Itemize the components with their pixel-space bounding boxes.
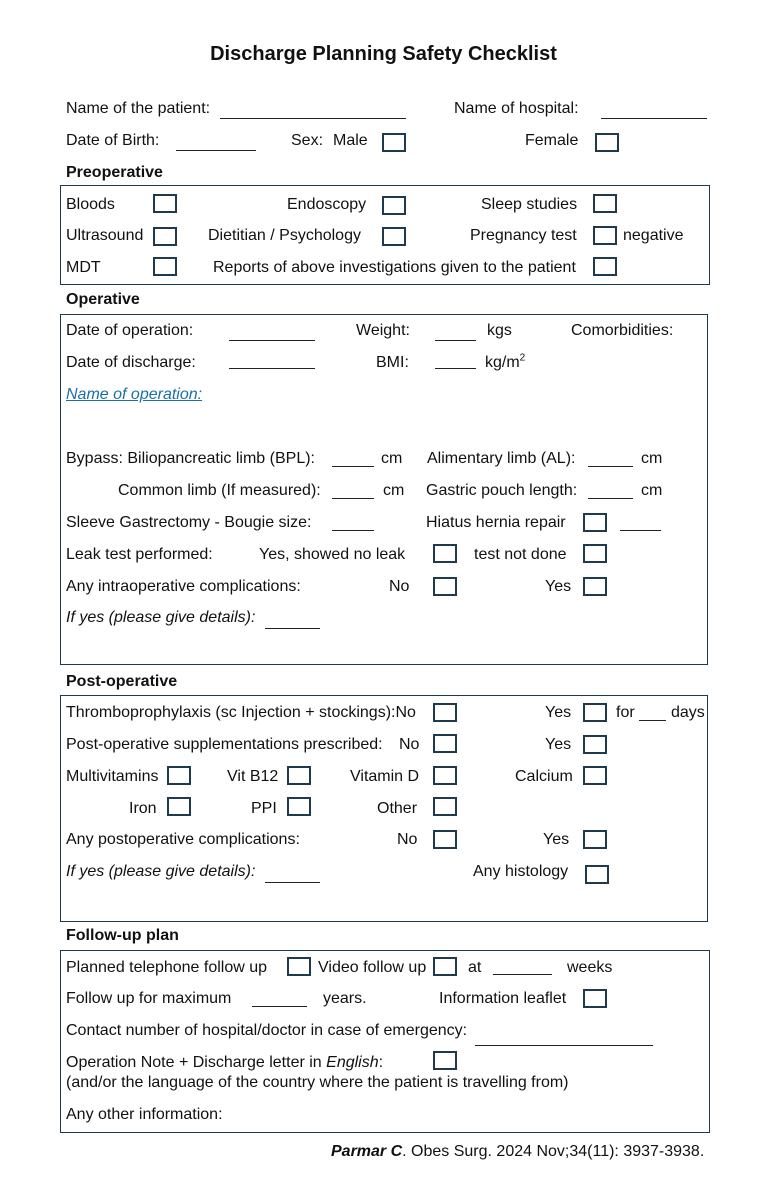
leak-notdone-label: test not done <box>474 546 567 563</box>
leak-test-label: Leak test performed: <box>66 546 213 563</box>
postop-details-label: If yes (please give details): <box>66 863 256 880</box>
date-of-discharge-label: Date of discharge: <box>66 354 196 371</box>
date-of-operation-field[interactable] <box>229 340 315 341</box>
weeks-field[interactable] <box>493 974 552 975</box>
supp-yes-checkbox[interactable] <box>583 735 607 754</box>
bpl-label: Bypass: Biliopancreatic limb (BPL): <box>66 450 315 467</box>
ultrasound-checkbox[interactable] <box>153 227 177 246</box>
multivitamins-checkbox[interactable] <box>167 766 191 785</box>
dob-field[interactable] <box>176 150 256 151</box>
leaflet-label: Information leaflet <box>439 990 567 1007</box>
endoscopy-checkbox[interactable] <box>382 196 406 215</box>
preoperative-heading: Preoperative <box>66 164 163 181</box>
intraop-details-label: If yes (please give details): <box>66 609 256 626</box>
bpl-unit: cm <box>381 450 403 467</box>
for-label: for <box>616 704 635 721</box>
reports-label: Reports of above investigations given to the patient <box>213 259 576 276</box>
sleep-studies-label: Sleep studies <box>481 196 578 213</box>
sleeve-label: Sleeve Gastrectomy - Bougie size: <box>66 514 312 531</box>
dob-label: Date of Birth: <box>66 132 160 149</box>
female-checkbox[interactable] <box>595 133 619 152</box>
operative-heading: Operative <box>66 291 140 308</box>
page-title: Discharge Planning Safety Checklist <box>210 43 557 65</box>
hiatus-checkbox[interactable] <box>583 513 607 532</box>
contact-label: Contact number of hospital/doctor in case of emergency: <box>66 1022 468 1039</box>
postop-no-checkbox[interactable] <box>433 830 457 849</box>
postop-details-field[interactable] <box>265 882 320 883</box>
sleep-studies-checkbox[interactable] <box>593 194 617 213</box>
telephone-checkbox[interactable] <box>287 957 311 976</box>
vitamin-d-checkbox[interactable] <box>433 766 457 785</box>
postop-no-label: No <box>397 831 418 848</box>
patient-name-field[interactable] <box>220 118 406 119</box>
pouch-field[interactable] <box>588 498 633 499</box>
postoperative-heading: Post-operative <box>66 673 178 690</box>
pouch-unit: cm <box>641 482 663 499</box>
common-limb-field[interactable] <box>332 498 374 499</box>
followup-maximum-label: Follow up for maximum <box>66 990 232 1007</box>
mdt-label: MDT <box>66 259 101 276</box>
female-label: Female <box>525 132 579 149</box>
male-label: Male <box>333 132 368 149</box>
comorbidities-label: Comorbidities: <box>571 322 674 339</box>
male-checkbox[interactable] <box>382 133 406 152</box>
leak-notdone-checkbox[interactable] <box>583 544 607 563</box>
hiatus-label: Hiatus hernia repair <box>426 514 566 531</box>
intraop-details-field[interactable] <box>265 628 320 629</box>
multivitamins-label: Multivitamins <box>66 768 159 785</box>
thrombo-yes-label: Yes <box>545 704 572 721</box>
intraop-no-label: No <box>389 578 410 595</box>
intraop-no-checkbox[interactable] <box>433 577 457 596</box>
thrombo-yes-checkbox[interactable] <box>583 703 607 722</box>
histology-checkbox[interactable] <box>585 865 609 884</box>
leak-yes-checkbox[interactable] <box>433 544 457 563</box>
ppi-label: PPI <box>251 800 277 817</box>
pregnancy-label: Pregnancy test <box>470 227 577 244</box>
kgs-unit: kgs <box>487 322 512 339</box>
bmi-label: BMI: <box>376 354 409 371</box>
ppi-checkbox[interactable] <box>287 797 311 816</box>
opnote-checkbox[interactable] <box>433 1051 457 1070</box>
ultrasound-label: Ultrasound <box>66 227 144 244</box>
vitb12-checkbox[interactable] <box>287 766 311 785</box>
other-checkbox[interactable] <box>433 797 457 816</box>
followup-heading: Follow-up plan <box>66 927 179 944</box>
vitb12-label: Vit B12 <box>227 768 279 785</box>
mdt-checkbox[interactable] <box>153 257 177 276</box>
postop-comp-label: Any postoperative complications: <box>66 831 300 848</box>
histology-label: Any histology <box>473 863 569 880</box>
opnote-label: Operation Note + Discharge letter in English: <box>66 1054 384 1071</box>
intraop-yes-label: Yes <box>545 578 572 595</box>
other-label: Other <box>377 800 418 817</box>
thrombo-label: Thromboprophylaxis (sc Injection + stockings):No <box>66 704 416 721</box>
postop-yes-label: Yes <box>543 831 570 848</box>
intraop-yes-checkbox[interactable] <box>583 577 607 596</box>
years-field[interactable] <box>252 1006 307 1007</box>
common-limb-unit: cm <box>383 482 405 499</box>
weight-field[interactable] <box>435 340 476 341</box>
supp-yes-label: Yes <box>545 736 572 753</box>
pregnancy-checkbox[interactable] <box>593 226 617 245</box>
endoscopy-label: Endoscopy <box>287 196 367 213</box>
postop-yes-checkbox[interactable] <box>583 830 607 849</box>
video-checkbox[interactable] <box>433 957 457 976</box>
supp-no-checkbox[interactable] <box>433 734 457 753</box>
weeks-label: weeks <box>567 959 613 976</box>
iron-checkbox[interactable] <box>167 797 191 816</box>
calcium-checkbox[interactable] <box>583 766 607 785</box>
name-of-operation-link[interactable]: Name of operation: <box>66 386 203 403</box>
bmi-field[interactable] <box>435 368 476 369</box>
hiatus-field[interactable] <box>620 530 661 531</box>
at-label: at <box>468 959 482 976</box>
vitamin-d-label: Vitamin D <box>350 768 420 785</box>
al-label: Alimentary limb (AL): <box>427 450 576 467</box>
supplementation-label: Post-operative supplementations prescribed: <box>66 736 383 753</box>
thrombo-no-checkbox[interactable] <box>433 703 457 722</box>
reports-checkbox[interactable] <box>593 257 617 276</box>
telephone-label: Planned telephone follow up <box>66 959 268 976</box>
days-field[interactable] <box>639 720 666 721</box>
video-label: Video follow up <box>318 959 427 976</box>
patient-name-label: Name of the patient: <box>66 100 211 117</box>
kgm2-unit: $kg/m^2$ <box>485 352 526 371</box>
contact-field[interactable] <box>475 1045 653 1046</box>
years-label: years. <box>323 990 367 1007</box>
date-of-operation-label: Date of operation: <box>66 322 194 339</box>
language-label: (and/or the language of the country where the patient is travelling from) <box>66 1074 569 1091</box>
date-of-discharge-field[interactable] <box>229 368 315 369</box>
sex-label: Sex: <box>291 132 324 149</box>
al-field[interactable] <box>588 466 633 467</box>
supp-no-label: No <box>399 736 420 753</box>
iron-label: Iron <box>129 800 157 817</box>
leaflet-checkbox[interactable] <box>583 989 607 1008</box>
citation: Parmar C. Obes Surg. 2024 Nov;34(11): 3937-3938. <box>331 1143 705 1160</box>
leak-yes-label: Yes, showed no leak <box>259 546 406 563</box>
negative-label: negative <box>623 227 684 244</box>
bougie-field[interactable] <box>332 530 374 531</box>
bloods-label: Bloods <box>66 196 115 213</box>
pouch-label: Gastric pouch length: <box>426 482 578 499</box>
bloods-checkbox[interactable] <box>153 194 177 213</box>
hospital-name-label: Name of hospital: <box>454 100 579 117</box>
dietitian-checkbox[interactable] <box>382 227 406 246</box>
calcium-label: Calcium <box>515 768 573 785</box>
bpl-field[interactable] <box>332 466 374 467</box>
other-info-label: Any other information: <box>66 1106 223 1123</box>
dietitian-label: Dietitian / Psychology <box>208 227 361 244</box>
intraop-label: Any intraoperative complications: <box>66 578 301 595</box>
common-limb-label: Common limb (If measured): <box>118 482 321 499</box>
days-label: days <box>671 704 705 721</box>
al-unit: cm <box>641 450 663 467</box>
weight-label: Weight: <box>356 322 410 339</box>
hospital-name-field[interactable] <box>601 118 707 119</box>
